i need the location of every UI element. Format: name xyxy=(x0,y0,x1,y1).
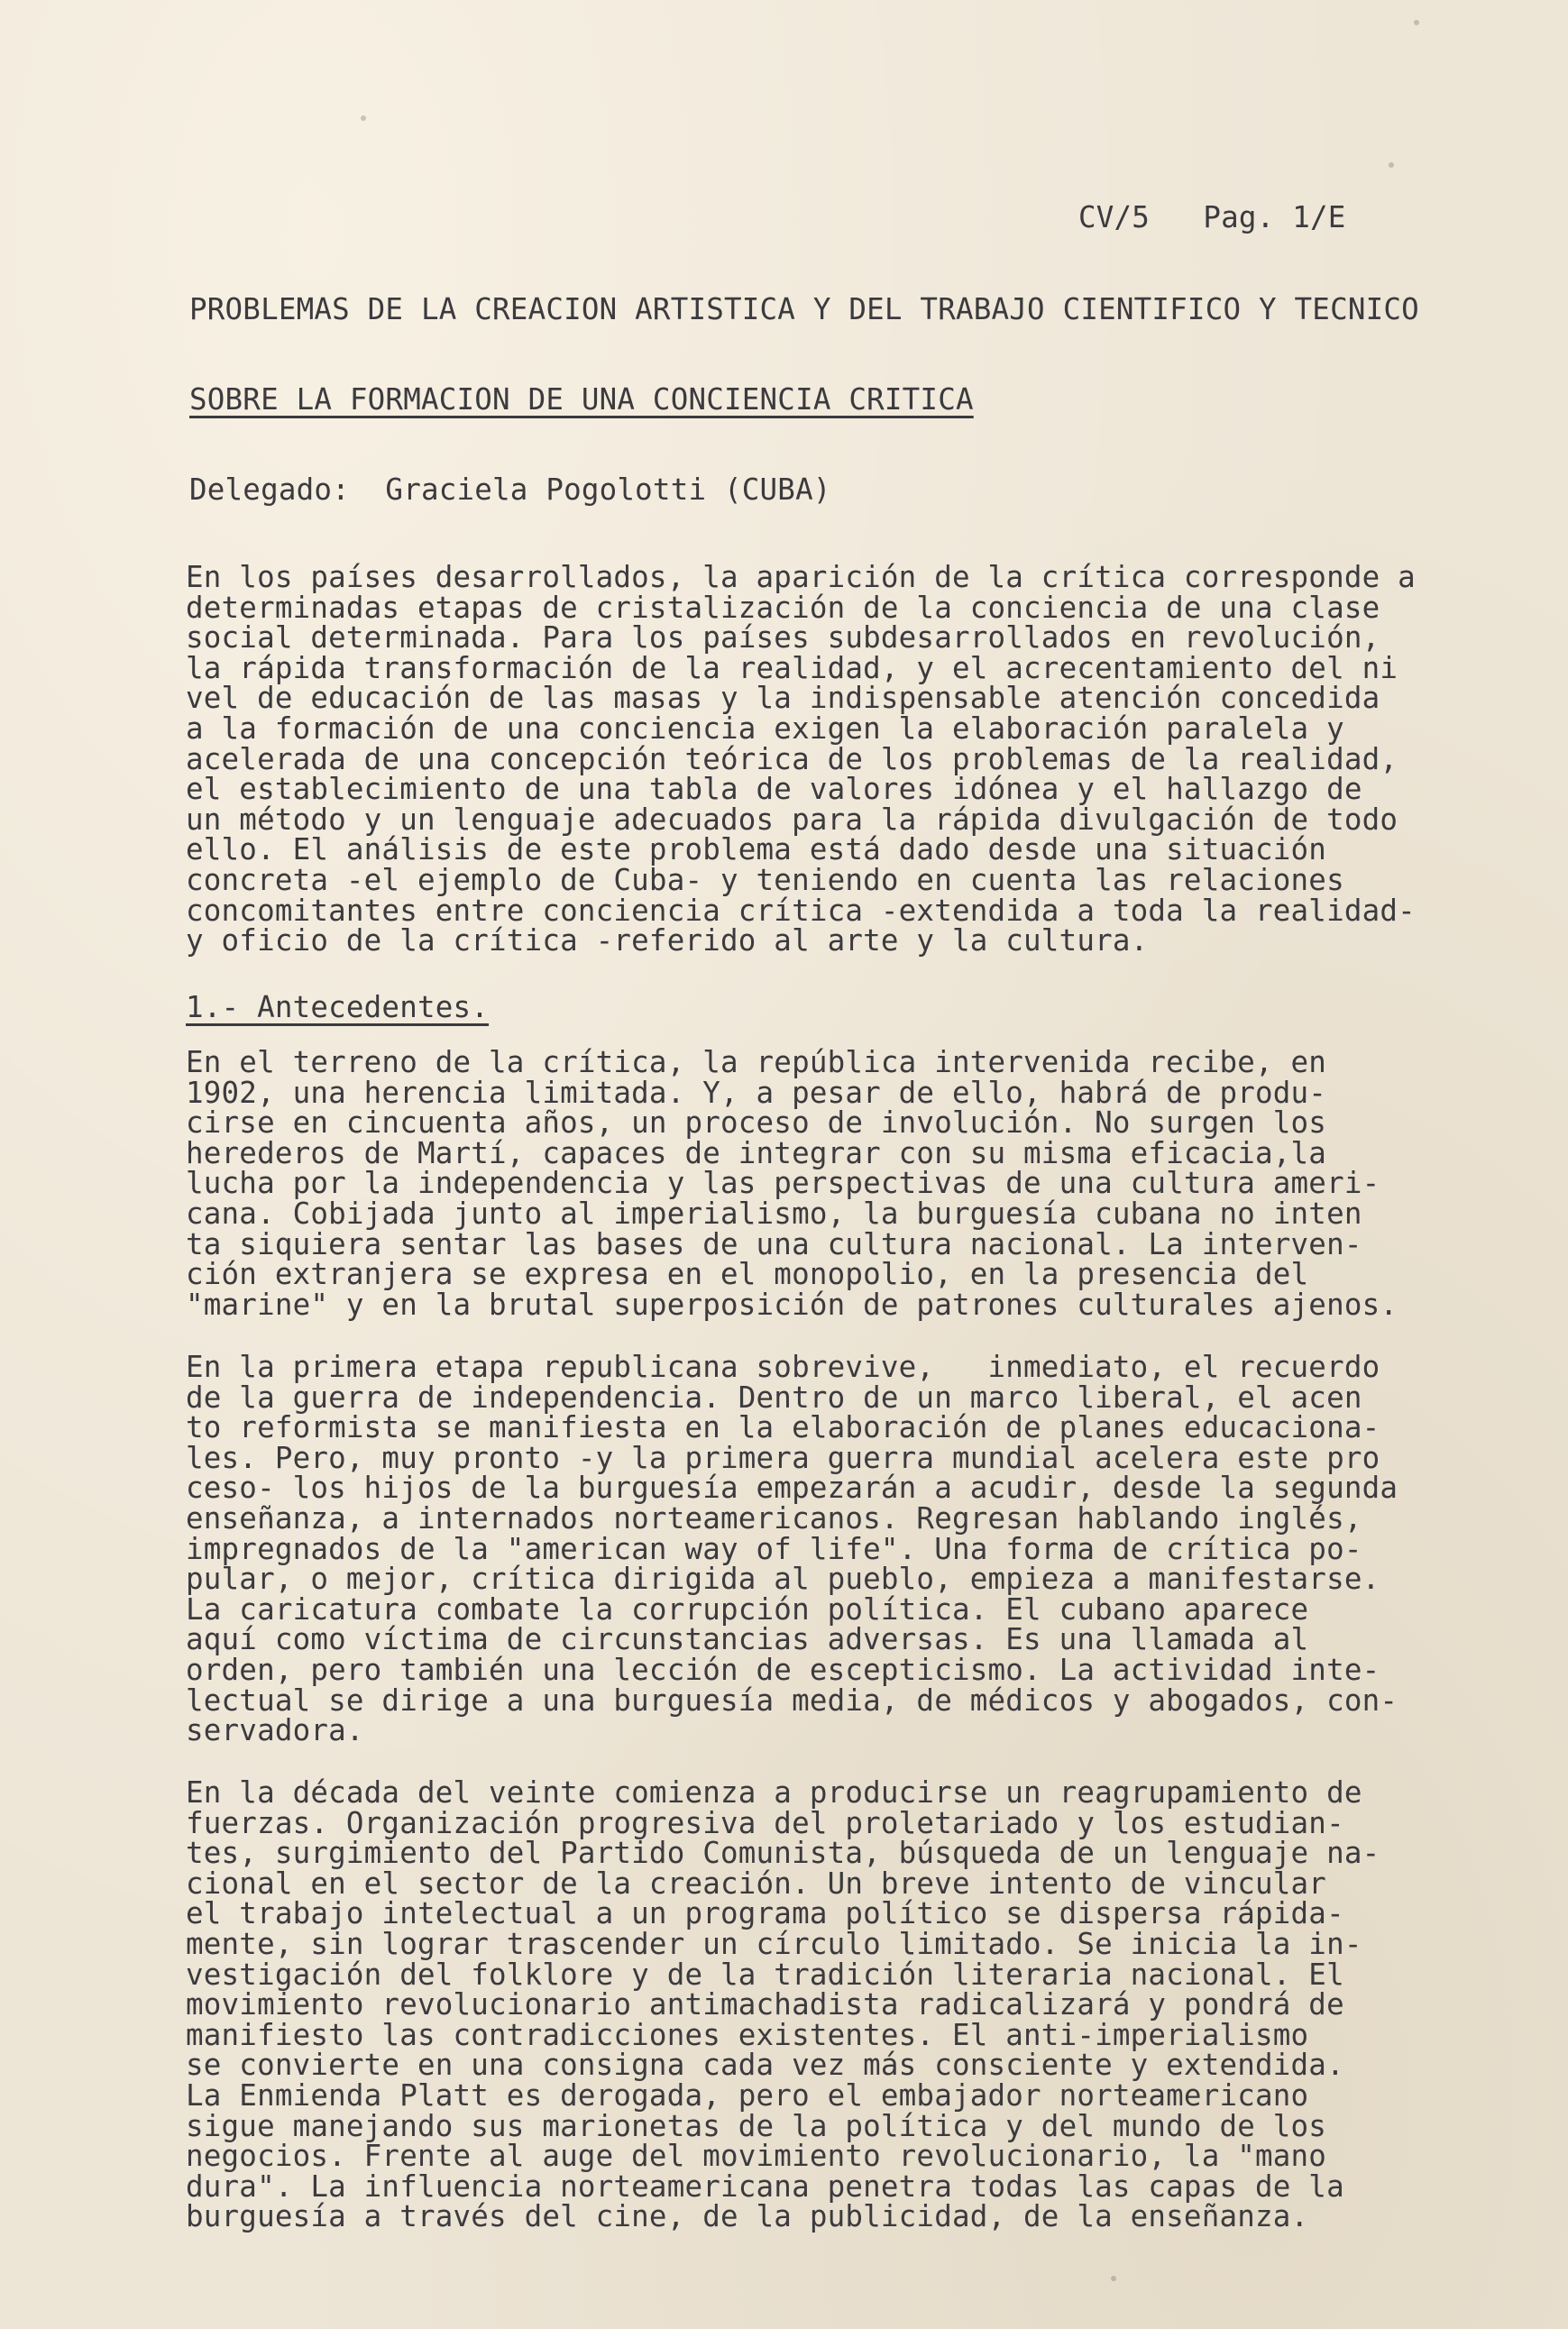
paper-speck xyxy=(1389,162,1394,168)
page-reference: CV/5 Pag. 1/E xyxy=(1078,200,1346,234)
document-subtitle: SOBRE LA FORMACION DE UNA CONCIENCIA CRITICA xyxy=(189,382,974,417)
text-line: de la guerra de independencia. Dentro de un marco liberal, el acen xyxy=(186,1380,1362,1415)
text-line: el establecimiento de una tabla de valores idónea y el hallazgo de xyxy=(186,772,1362,807)
text-line: orden, pero también una lección de escepticismo. La actividad inte- xyxy=(186,1652,1380,1687)
text-line: ta siquiera sentar las bases de una cultura nacional. La interven- xyxy=(186,1226,1362,1261)
text-line: manifiesto las contradicciones existentes. El anti-imperialismo xyxy=(186,2017,1309,2052)
text-line: fuerzas. Organización progresiva del proletariado y los estudian- xyxy=(186,1805,1344,1840)
text-line: concomitantes entre conciencia crítica -extendida a toda la realidad- xyxy=(186,893,1416,928)
section-heading: 1.- Antecedentes. xyxy=(186,990,490,1024)
text-line: En el terreno de la crítica, la república intervenida recibe, en xyxy=(186,1045,1327,1079)
text-line: En la primera etapa republicana sobrevive, inmediato, el recuerdo xyxy=(186,1350,1380,1384)
text-line: La caricatura combate la corrupción política. El cubano aparece xyxy=(186,1591,1309,1627)
text-line: ceso- los hijos de la burguesía empezarán a acudir, desde la segunda xyxy=(186,1471,1398,1506)
text-line: impregnados de la "american way of life". Una forma de crítica po- xyxy=(186,1531,1362,1566)
text-line: la rápida transformación de la realidad, y el acrecentamiento del ni xyxy=(186,650,1398,685)
text-line: se convierte en una consigna cada vez más consciente y extendida. xyxy=(186,2048,1344,2083)
text-line: mente, sin lograr trascender un círculo limitado. Se inicia la in- xyxy=(186,1926,1362,1961)
paragraph-2 xyxy=(186,1352,1484,1747)
paper-speck xyxy=(361,115,366,121)
text-line: to reformista se manifiesta en la elaboración de planes educaciona- xyxy=(186,1410,1380,1445)
text-line: lucha por la independencia y las perspectivas de una cultura ameri- xyxy=(186,1166,1380,1201)
text-line: 1902, una herencia limitada. Y, a pesar de ello, habrá de produ- xyxy=(186,1075,1327,1110)
text-line: En los países desarrollados, la aparición de la crítica corresponde a xyxy=(186,560,1416,594)
text-line: determinadas etapas de cristalización de la conciencia de una clase xyxy=(186,590,1380,625)
text-line: servadora. xyxy=(186,1713,364,1748)
text-line: dura". La influencia norteamericana penetra todas las capas de la xyxy=(186,2169,1344,2204)
text-line: herederos de Martí, capaces de integrar con su misma eficacia,la xyxy=(186,1135,1327,1170)
paragraph-1 xyxy=(186,1045,1484,1322)
text-line: un método y un lenguaje adecuados para la rápida divulgación de todo xyxy=(186,802,1398,837)
delegate-line: Delegado: Graciela Pogolotti (CUBA) xyxy=(189,472,831,507)
text-line: acelerada de una concepción teórica de los problemas de la realidad, xyxy=(186,741,1398,776)
text-line: movimiento revolucionario antimachadista radicalizará y pondrá de xyxy=(186,1987,1344,2022)
text-line: social determinada. Para los países subdesarrollados en revolución, xyxy=(186,620,1380,656)
text-line: concreta -el ejemplo de Cuba- y teniendo en cuenta las relaciones xyxy=(186,862,1344,897)
text-line: vestigación del folklore y de la tradición literaria nacional. El xyxy=(186,1957,1344,1992)
text-line: lectual se dirige a una burguesía media, de médicos y abogados, con- xyxy=(186,1683,1398,1718)
text-line: aquí como víctima de circunstancias adversas. Es una llamada al xyxy=(186,1622,1309,1657)
text-line: ción extranjera se expresa en el monopolio, en la presencia del xyxy=(186,1257,1309,1292)
paper-speck xyxy=(1111,2276,1116,2281)
text-line: vel de educación de las masas y la indispensable atención concedida xyxy=(186,681,1380,716)
text-line: y oficio de la crítica -referido al arte y la cultura. xyxy=(186,923,1149,958)
text-line: sigue manejando sus marionetas de la política y del mundo de los xyxy=(186,2108,1327,2143)
text-line: cirse en cincuenta años, un proceso de involución. No surgen los xyxy=(186,1105,1327,1141)
text-line: cana. Cobijada junto al imperialismo, la burguesía cubana no inten xyxy=(186,1196,1362,1231)
text-line: ello. El análisis de este problema está dado desde una situación xyxy=(186,832,1327,867)
text-line: "marine" y en la brutal superposición de patrones culturales ajenos. xyxy=(186,1287,1398,1322)
text-line: cional en el sector de la creación. Un breve intento de vincular xyxy=(186,1866,1327,1901)
intro-paragraph xyxy=(186,560,1484,958)
document-title: PROBLEMAS DE LA CREACION ARTISTICA Y DEL TRABAJO CIENTIFICO Y TECNICO xyxy=(189,292,1419,326)
paragraph-3 xyxy=(186,1775,1484,2234)
text-line: burguesía a través del cine, de la publicidad, de la enseñanza. xyxy=(186,2199,1309,2234)
text-line: La Enmienda Platt es derogada, pero el embajador norteamericano xyxy=(186,2077,1309,2113)
text-line: En la década del veinte comienza a producirse un reagrupamiento de xyxy=(186,1775,1362,1810)
text-line: a la formación de una conciencia exigen la elaboración paralela y xyxy=(186,711,1344,746)
text-line: enseñanza, a internados norteamericanos. Regresan hablando inglés, xyxy=(186,1500,1362,1536)
paper-speck xyxy=(1414,20,1419,25)
text-line: pular, o mejor, crítica dirigida al pueblo, empieza a manifestarse. xyxy=(186,1562,1380,1597)
text-line: les. Pero, muy pronto -y la primera guerra mundial acelera este pro xyxy=(186,1440,1380,1475)
text-line: negocios. Frente al auge del movimiento revolucionario, la "mano xyxy=(186,2139,1327,2174)
text-line: tes, surgimiento del Partido Comunista, búsqueda de un lenguaje na- xyxy=(186,1836,1380,1871)
text-line: el trabajo intelectual a un programa político se dispersa rápida- xyxy=(186,1896,1344,1931)
